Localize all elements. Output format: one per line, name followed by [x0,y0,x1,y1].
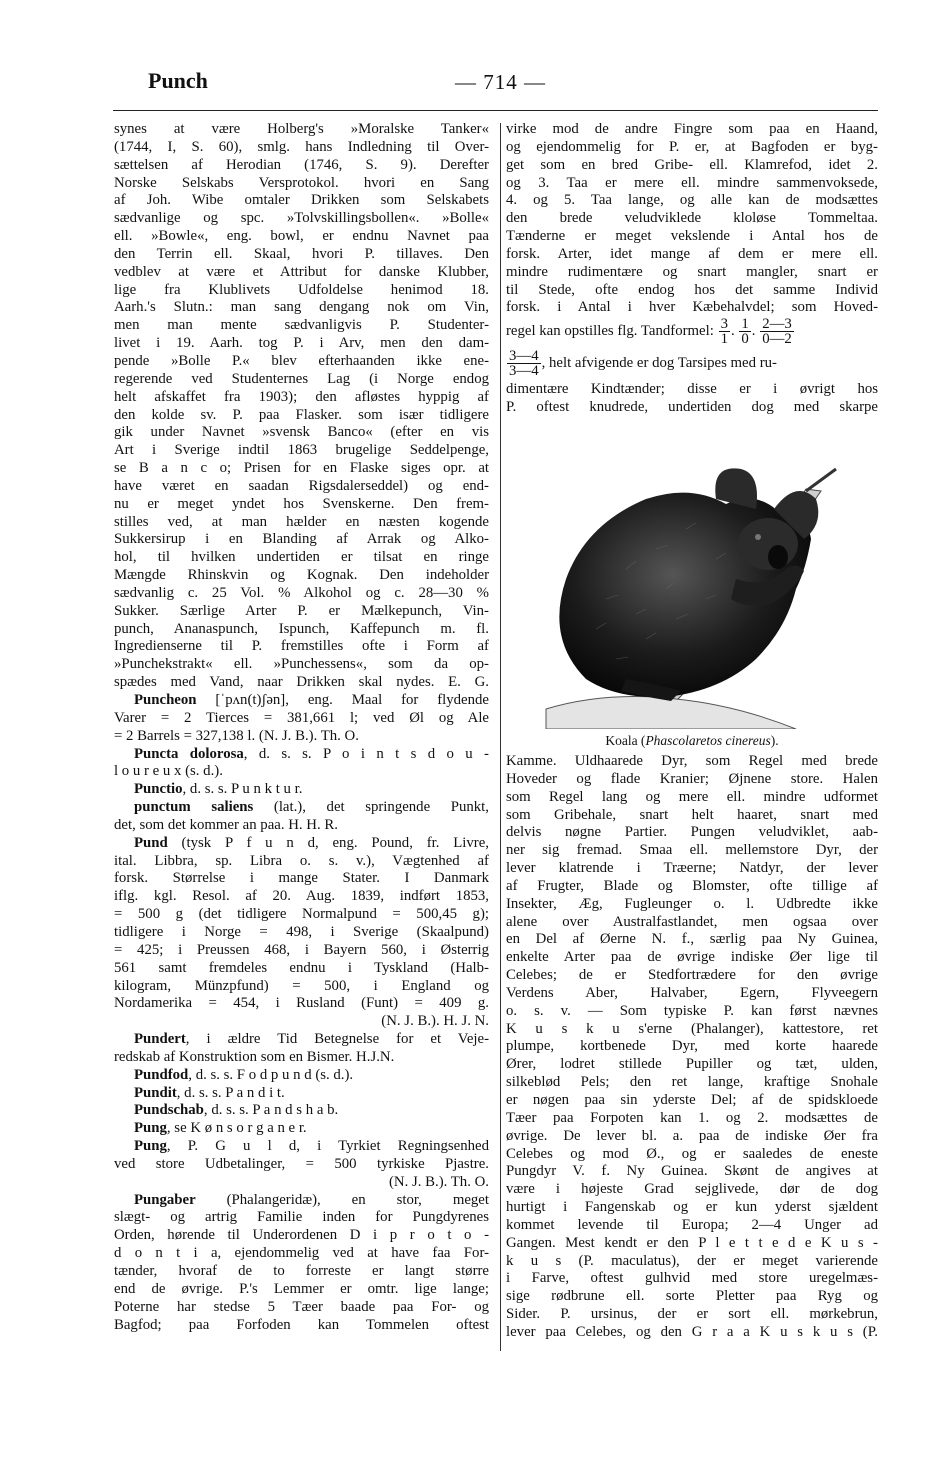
text-line: Pungdyr V. f. Ny Guinea. Skønt de angives at [506,1163,878,1180]
running-head-word: Punch [148,68,208,93]
entry-text: ital. Libbra, sp. Libra o. s. v.), Vægtenhed af [114,852,489,869]
numerator: 2—3 [762,316,792,333]
text-line: men man mente sædvanligvis P. Studenter- [114,317,489,334]
text-line: Tæer paa Forpoten kan 1. og 2. modsættes de [506,1109,878,1126]
text-line: Art i Sverige indtil 1863 brugelige Seddelpenge, [114,442,489,459]
text-line: lever klatrende i Træerne; Natdyr, der lever [506,860,878,877]
text-line: Celebes og mod Ø., og er saaledes de eneste [506,1145,878,1162]
koala-image [506,429,878,729]
caption-species: Phascolaretos cinereus [645,732,771,748]
entry-text: Nordamerika = 454, i Rusland (Funt) = 409 g. [114,995,489,1012]
text-line: slægt- og artrig Familie inden for Pungdyrenes [114,1209,489,1226]
entry-text: ved store Udbetalinger, = 500 tyrkiske Pjastre. [114,1155,489,1172]
text-line: se B a n c o; Prisen for en Flaske siges opr. at [114,460,489,477]
text-line: den brede veludviklede kloløse Tommeltaa. [506,210,878,227]
text-line: forsk. Arter, idet mange af dem er mere ell. [506,245,878,262]
entry-text: , d. s. s. P o i n t s d o u - [243,745,489,762]
text-line: Sukker. Særlige Arter P. er Mælkepunch, Vin- [114,602,489,619]
entry-pundschab [114,1102,489,1120]
koala-illustration [506,429,878,729]
text-line: spædes med Vand, naar Drikken skal nydes. E. G. [114,674,489,691]
text-line: have været en saadan Rigsdalerseddel) og end- [114,477,489,494]
entry-text: l o u r e u x (s. d.). [114,763,223,780]
text-line: sættelsen af Herodian (1746, S. 9). Derefter [114,156,489,173]
headword: Pundit [134,1084,177,1101]
entry-puncta-dolorosa [114,746,489,782]
text-line: end de øvrige. P.'s Lemmer er omtr. lige lange; [114,1280,489,1297]
entry-text: (lat.), det springende Punkt, [253,799,489,816]
text-line: K u s k u s'erne (Phalanger), kattestore, ret [506,1020,878,1037]
entry-text: forsk. Størrelse i mange Stater. I Danmark [114,870,489,887]
text-line: get som en bred Gribe- ell. Klamrefod, idet 2. [506,156,878,173]
text-line: nu er meget yndet hos Svenskerne. Den frem- [114,495,489,512]
text-line: Celebes; de er Stedfortrædere for den øvrige [506,967,878,984]
text-line: Aarh.'s Slutn.: man sang dengang nok om Vin, [114,299,489,316]
numerator: 3 [720,316,728,333]
text-line: mindre rudimentære og snart mangler, snart er [506,263,878,280]
text-line: regerende ved Studenternes Lag (i Norge endog [114,370,489,387]
text-line: Hoveder og flade Kranier; Øjnene store. Halen [506,770,878,787]
text-line: Insekter, Æg, Fugleunger o. l. Udbredte ikke [506,895,878,912]
text-line: en Del af Øerne N. f., særlig paa Ny Guinea, [506,931,878,948]
text-line: Sukkersirup i en Blanding af Arrak og Alko- [114,531,489,548]
entry-punctio [114,781,489,799]
text-line: Ører, lodret stillede Pupiller og tæt, ulden, [506,1056,878,1073]
text-line: virke mod de andre Fingre som paa en Haand, [506,121,878,137]
text-line: Verdens Aber, Halvaber, Egern, Flyveegern [506,984,878,1001]
text-line: af Joh. Wibe omtaler Drikken som Selskabets [114,192,489,209]
text-line: silkeblød Pels; den ret lange, kraftige Snohale [506,1074,878,1091]
text-line: i Farve, oftest gulhvid med store uregelmæs- [506,1270,878,1287]
text-line: P. oftest knudrede, undertiden dog med skarpe [506,399,878,416]
right-column [506,121,878,1342]
headword: Pund [134,834,168,851]
headword: Pungaber [134,1191,196,1208]
text-line: som Regel lang og mere ell. mindre udformet [506,788,878,805]
text-line: punch, Ananaspunch, Ispunch, Kaffepunch m. fl. [114,620,489,637]
punch-article-continuation [114,121,489,692]
entry-text: tidligere i Norge = 498, i Sverige (Skaalpund) [114,923,489,940]
entry-puncheon [114,692,489,746]
fraction [739,317,750,346]
text-line: Mængde Rhinskvin og Kognak. Den indeholder [114,567,489,584]
text-line: den Terrin ell. Skaal, hvori P. tillaves. Den [114,245,489,262]
text-line: pende »Bolle P.« blev efterhaanden ikke ene- [114,352,489,369]
denominator: 0 [741,331,749,348]
text-line: øvrige. De lever bl. a. paa de indiske Øer fra [506,1127,878,1144]
entry-text: [ˈpʌn(t)ʃən], eng. Maal for flydende [196,692,489,708]
entry-pund [114,835,489,1031]
entry-text: (tysk P f u n d, eng. Pound, fr. Livre, [181,834,489,851]
entry-text: , se K ø n s o r g a n e r. [166,1120,307,1137]
text-line: som Gribehale, snart helt haaret, snart med [506,806,878,823]
entry-text: redskab af Konstruktion som en Bismer. H.J.N. [114,1048,395,1065]
text-line: og 3. Taa er mere ell. mindre sammenvoksede, [506,174,878,191]
headword: Pundschab [134,1102,204,1119]
entry-text: = 2 Barrels = 327,138 l. (N. J. B.). Th. O. [114,727,359,744]
column-divider [500,123,501,1351]
text-line: af Frugter, Blade og Blomster, ofte tillige af [506,877,878,894]
tooth-formula-line-2 [506,349,878,381]
text-line: delvis nøgne Partier. Pungen veludviklet, aab- [506,824,878,841]
text-line: Sider. P. ursinus, der er sort ell. mørkebrun, [506,1306,878,1323]
text-line: d o n t i a, ejendommelig ved at have faa For- [114,1245,489,1262]
text-line: være i højeste Grad sejglivede, dør de dog [506,1181,878,1198]
text-line: k u s (P. maculatus), der er meget varierende [506,1252,878,1269]
entry-text: , d. s. s. P a n d i t. [176,1084,285,1101]
left-column [114,121,489,1334]
text-line: Ingredienserne til P. fremstilles ofte i Form af [114,638,489,655]
entry-pundert [114,1031,489,1067]
denominator: 0—2 [762,331,792,348]
fraction [760,317,794,346]
text-line: helt afskaffet fra 1903); den afløstes hyppig af [114,388,489,405]
entry-text: = 500 g (det tidligere Normalpund = 500,45 g); [114,906,489,923]
text-line: gik under Navnet »svensk Banco« (efter en vis [114,424,489,441]
text-line: »Punchekstrakt« ell. »Punchessens«, som da op- [114,656,489,673]
page-number: — 714 — [455,70,546,94]
text-line: ell. »Bowle«, eng. bowl, er endnu Navnet paa [114,228,489,245]
text-line: 4. og 5. Taa lange, og alle kan de modsættes [506,192,878,209]
text-line: synes at være Holberg's »Moralske Tanker« [114,121,489,137]
entry-text: kilogram, Münzpfund) = 500, i England og [114,977,489,994]
text-line: (1744, I, S. 60), smlg. hans Indledning til Over- [114,138,489,155]
figure-caption [506,729,878,753]
entry-pungaber [114,1192,489,1335]
text-line: tænder, hvoraf de to forreste er langt større [114,1263,489,1279]
text-line: vedblev at være et Attribut for danske Klubber, [114,263,489,280]
headword: Pung [134,1120,167,1137]
text-line: stilles ved, at man hælder en næsten kogende [114,513,489,530]
caption-text: Koala ( [605,732,646,748]
fraction [719,317,730,346]
formula-lead: regel kan opstilles flg. Tandformel: [506,323,714,340]
text-line: sædvanlig c. 25 Vol. % Alkohol og c. 28—30 % [114,584,489,601]
text-line: plumpe, kortbenede Dyr, med korte haarede [506,1038,878,1055]
entry-pung-2 [114,1138,489,1192]
numerator: 3—4 [509,348,539,365]
numerator: 1 [741,316,749,333]
text-line: Orden, hørende til Underordenen D i p r o t o - [114,1227,489,1244]
entry-punctum-saliens [114,799,489,835]
entry-text: , d. s. s. P a n d s h a b. [203,1102,339,1119]
entry-text: = 425; i Preussen 468, i Bayern 560, i Østerrig [114,941,489,958]
entry-text: iflg. kgl. Resol. af 20. Aug. 1839, indført 1853, [114,888,489,905]
pungaber-continuation [506,121,878,317]
headword: Punctio [134,781,183,798]
header-rule [113,110,878,111]
headword: Pundert [134,1031,186,1048]
text-line: hol, til hvilken undertiden er tilsat en ringe [114,549,489,566]
caption-text: ). [770,732,779,748]
headword: Puncheon [134,692,197,708]
entry-text: , i ældre Tid Betegnelse for et Veje- [185,1031,489,1048]
text-line: lige fra Klublivets Udfoldelse henimod 18. [114,281,489,298]
fraction [507,349,541,378]
entry-text: , d. s. s. F o d p u n d (s. d.). [188,1066,354,1083]
denominator: 1 [720,331,728,348]
entry-body [114,1209,489,1334]
text-line: forsk. i Antal i hver Kæbehalvdel; som Hoved- [506,299,878,316]
text-line: Norske Selskabs Versprotokol. hvori en Sang [114,174,489,191]
text-line: Tænderne er meget vekslende i Antal hos de [506,228,878,245]
entry-pung-1 [114,1120,489,1138]
text-line: hurtigt i Fangenskab og er kun yderst sjældent [506,1199,878,1216]
text-line: Bagfod; paa Forfoden kan Tommelen oftest [114,1316,489,1333]
text-line: Kamme. Uldhaarede Dyr, som Regel med brede [506,752,878,769]
text-line: kommet levende til Europa; 2—4 Unger ad [506,1216,878,1233]
text-line: o. s. v. — Som typiske P. kan først nævnes [506,1002,878,1019]
denominator: 3—4 [509,363,539,380]
text-line: til Stede, ofte endog hos det samme Individ [506,281,878,298]
text-line: den kolde sv. P. paa Flasker. som især tidligere [114,406,489,423]
entry-text: 561 samt fremdeles endnu i Tyskland (Halb- [114,959,489,976]
headword: Puncta dolorosa [134,745,244,762]
entry-text: Varer = 2 Tierces = 381,661 l; ved Øl og Ale [114,709,489,726]
text-line: er nøgen paa sin yderste Del; af de spidskloede [506,1092,878,1108]
entry-text: , d. s. s. P u n k t u r. [182,781,303,798]
text-line: og ejendommelig for P. er, at Bagfoden er byg- [506,138,878,155]
entry-pundfod [114,1067,489,1085]
headword: Pundfod [134,1066,189,1083]
text-line: Gangen. Mest kendt er den P l e t t e d e K u s - [506,1234,878,1251]
entry-signature: (N. J. B.). Th. O. [388,1173,489,1190]
entry-text: det, som det kommer an paa. H. H. R. [114,816,338,833]
entry-text: , P. G u l d, i Tyrkiet Regningsenhed [166,1138,489,1155]
text-line: enkelte Arter paa de øvrige indiske Øer lige til [506,949,878,966]
entry-signature: (N. J. B.). H. J. N. [381,1013,489,1030]
text-line: lever paa Celebes, og den G r a a K u s k u s (P. [506,1323,878,1340]
text-line: sige rødbrune ell. sorte Pletter paa Ryg og [506,1288,878,1305]
formula-tail: , helt afvigende er dog Tarsipes med ru- [541,355,777,372]
text-line: ner sig fremad. Smaa ell. mellemstore Dyr, der [506,842,878,859]
entry-text: (Phalangeridæ), en stor, meget [195,1191,489,1208]
article-text-continued [506,753,878,1342]
tooth-formula-line: regel kan opstilles flg. Tandformel: $\frac{3}{1}$ . $\frac{1}{0}$ . $\frac{2—3}{0—2}$ [506,316,792,348]
text-line: dimentære Kindtænder; disse er i øvrigt hos [506,381,878,398]
article-text [506,381,878,417]
text-line: livet i 19. Aarh. tog P. i Arv, men den dam- [114,335,489,352]
text-line: Poterne har stedse 5 Tæer baade paa For- og [114,1298,489,1315]
headword: Pung [134,1138,167,1155]
entry-pundit [114,1085,489,1103]
text-line: sædvanlige og spc. »Tolvskillingsbollen«. »Bolle« [114,210,489,227]
text-line: alene over Australfastlandet, men ogsaa over [506,913,878,930]
headword: punctum saliens [134,799,254,816]
